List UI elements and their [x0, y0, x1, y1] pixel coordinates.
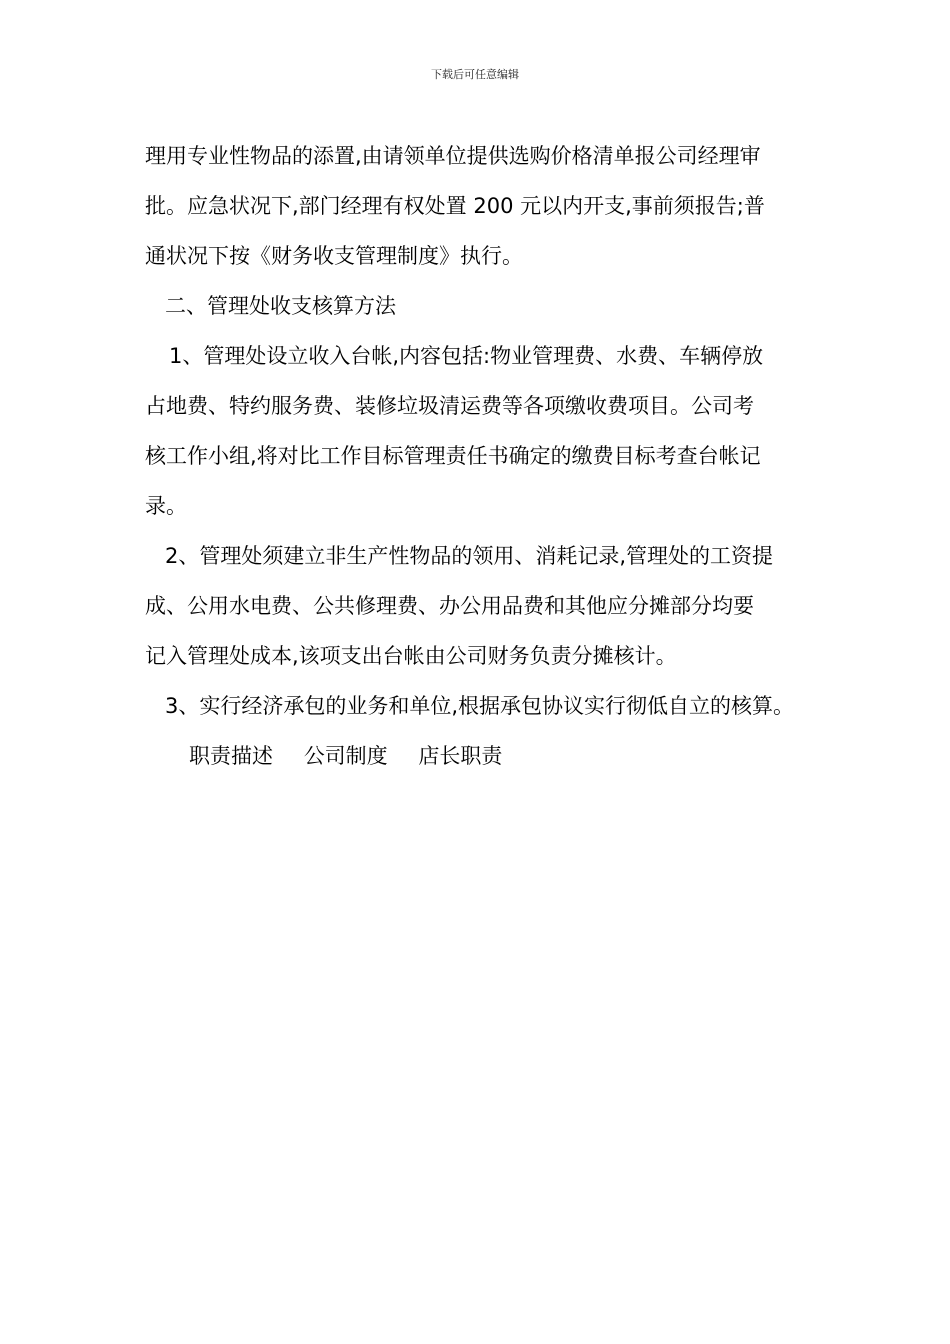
paragraph-item-2: [145, 531, 825, 681]
text-line: 录。: [145, 494, 187, 518]
text-line: 成、公用水电费、公共修理费、办公用品费和其他应分摊部分均要: [145, 594, 754, 618]
text-line: 理用专业性物品的添置,由请领单位提供选购价格清单报公司经理审: [145, 144, 761, 168]
text-line: 1、管理处设立收入台帐,内容包括:物业管理费、水费、车辆停放: [169, 344, 764, 368]
text-line: 占地费、特约服务费、装修垃圾清运费等各项缴收费项目。公司考: [145, 394, 754, 418]
page-header: 下载后可任意编辑: [431, 68, 519, 81]
paragraph-item-3: [145, 681, 825, 731]
paragraph-item-1: [145, 331, 825, 531]
tag-store-manager-duties: 店长职责: [418, 744, 503, 768]
document-body: [145, 131, 825, 781]
paragraph-expense-approval: [145, 131, 825, 281]
tag-duty-description: 职责描述: [189, 744, 273, 768]
keyword-tags: [145, 731, 825, 781]
text-line: 核工作小组,将对比工作目标管理责任书确定的缴费目标考查台帐记: [145, 444, 761, 468]
text-line: 3、实行经济承包的业务和单位,根据承包协议实行彻低自立的核算。: [165, 694, 795, 718]
text-line: 2、管理处须建立非生产性物品的领用、消耗记录,管理处的工资提: [165, 544, 774, 568]
text-line: 记入管理处成本,该项支出台帐由公司财务负责分摊核计。: [145, 644, 677, 668]
text-line: 通状况下按《财务收支管理制度》执行。: [145, 244, 523, 268]
text-line: 批。应急状况下,部门经理有权处置 200 元以内开支,事前须报告;普: [145, 194, 765, 218]
section-heading: 二、管理处收支核算方法: [165, 294, 396, 318]
tag-company-policy: 公司制度: [303, 744, 388, 768]
